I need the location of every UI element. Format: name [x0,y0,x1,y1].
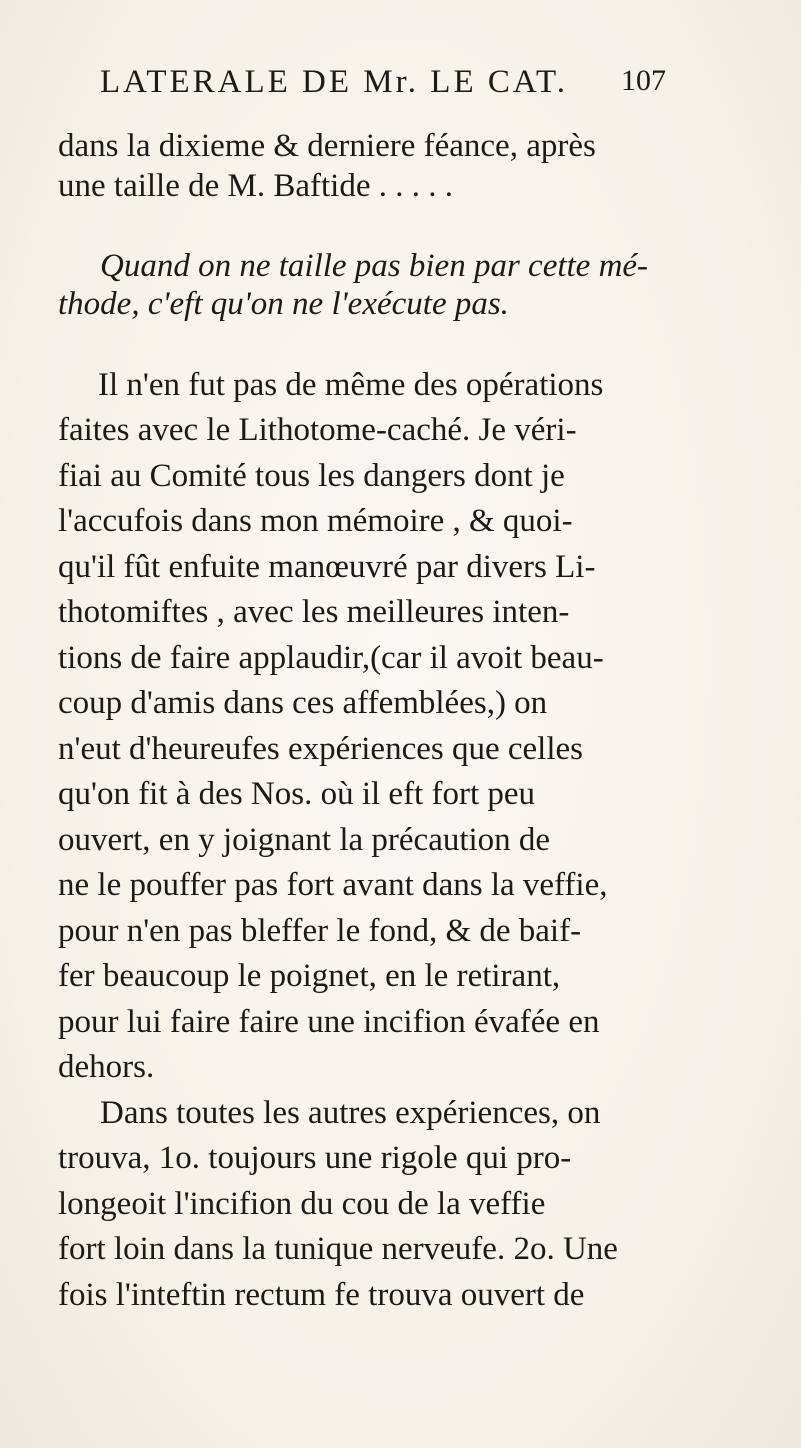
text-line: dehors. [58,1049,155,1085]
text-line: longeoit l'incifion du cou de la veffie [58,1186,546,1222]
text-line: Il n'en fut pas de même des opérations [98,367,604,403]
text-line: dans la dixieme & derniere féance, après [58,128,596,164]
text-line: une taille de M. Baftide . . . . . [58,168,453,204]
text-line: tions de faire applaudir,(car il avoit beau- [58,640,604,676]
text-line: n'eut d'heureufes expériences que celles [58,731,583,767]
text-line: trouva, 1o. toujours une rigole qui pro- [58,1140,572,1176]
text-line: faites avec le Lithotome-caché. Je véri- [58,412,577,448]
text-line: Dans toutes les autres expériences, on [100,1095,601,1131]
text-line: pour lui faire faire une incifion évafée en [58,1004,600,1040]
page-number: 107 [621,64,666,97]
text-line: thotomiftes , avec les meilleures inten- [58,594,570,630]
italic-heading-line: thode, c'eft qu'on ne l'exécute pas. [58,286,509,322]
text-line: l'accufois dans mon mémoire , & quoi- [58,503,573,539]
text-line: fiai au Comité tous les dangers dont je [58,458,565,494]
running-header [100,64,666,101]
text-line: fer beaucoup le poignet, en le retirant, [58,958,561,994]
text-line: fois l'inteftin rectum fe trouva ouvert de [58,1277,585,1313]
text-line: ouvert, en y joignant la précaution de [58,822,551,858]
italic-heading-line: Quand on ne taille pas bien par cette mé- [100,248,649,284]
header-title: LATERALE DE Mr. LE CAT. [100,64,569,100]
text-line: qu'il fût enfuite manœuvré par divers Li- [58,549,596,585]
text-line: pour n'en pas bleffer le fond, & de baif- [58,913,582,949]
text-line: ne le pouffer pas fort avant dans la veffie, [58,867,608,903]
text-line: coup d'amis dans ces affemblées,) on [58,685,548,721]
text-line: qu'on fit à des Nos. où il eft fort peu [58,776,536,812]
text-line: fort loin dans la tunique nerveufe. 2o. Une [58,1231,618,1267]
